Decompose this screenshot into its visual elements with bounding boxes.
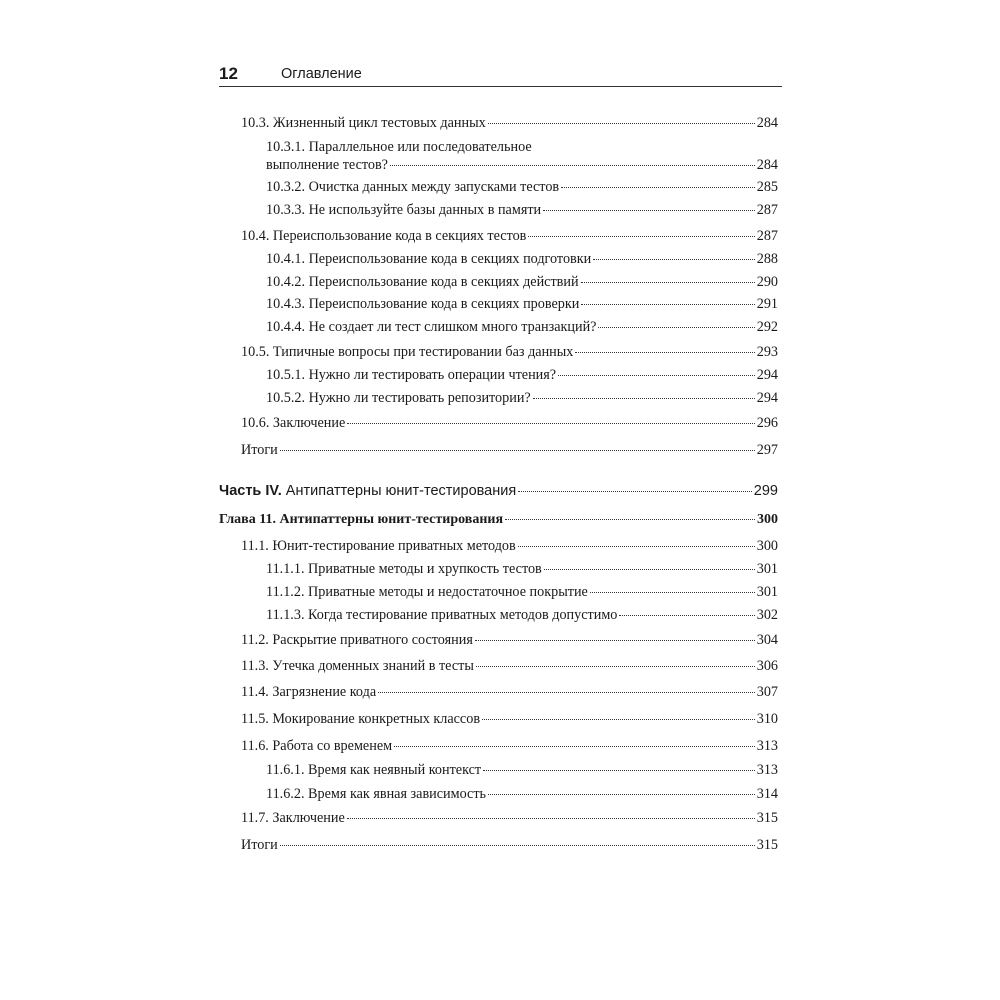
toc-entry-page: 294 [756,390,778,406]
toc-entry-title: 11.3. Утечка доменных знаний в тесты [241,658,474,674]
dot-leader [378,692,755,693]
dot-leader [280,450,755,451]
toc-entry-10-4-3[interactable] [266,295,778,313]
toc-entry-11-6-2[interactable] [266,785,778,803]
dot-leader [558,375,755,376]
toc-entry-title: 11.2. Раскрытие приватного состояния [241,632,473,648]
toc-entry-page: 284 [756,157,778,173]
dot-leader [475,640,755,641]
dot-leader [590,592,755,593]
toc-entry-title: 10.4.3. Переиспользование кода в секциях проверки [266,296,580,312]
toc-entry-page: 294 [756,367,778,383]
toc-entry-page: 299 [753,483,778,499]
dot-leader [394,746,755,747]
toc-entry-10-4[interactable] [241,227,778,245]
toc-chapter-11[interactable] [219,511,778,529]
toc-entry-page: 287 [756,202,778,218]
dot-leader [390,165,755,166]
toc-entry-page: 287 [756,228,778,244]
dot-leader [619,615,754,616]
toc-entry-11-5[interactable] [241,710,778,728]
dot-leader [593,259,754,260]
dot-leader [581,282,755,283]
toc-entry-11-2[interactable] [241,631,778,649]
dot-leader [505,519,755,520]
toc-entry-10-3-3[interactable] [266,201,778,219]
toc-entry-11-1-1[interactable] [266,560,778,578]
toc-entry-title: 11.5. Мокирование конкретных классов [241,711,481,727]
toc-entry-11-6-1[interactable] [266,761,778,779]
toc-entry-10-5[interactable] [241,343,778,361]
toc-entry-page: 288 [756,251,778,267]
toc-entry-page: 315 [756,810,778,826]
toc-entry-title: выполнение тестов? [266,157,388,173]
toc-entry-page: 293 [756,344,778,360]
toc-entry-11-1-3[interactable] [266,606,778,624]
toc-entry-page: 292 [756,319,778,335]
toc-entry-11-3[interactable] [241,657,778,675]
toc-entry-10-5-1[interactable] [266,366,778,384]
toc-entry-title: 11.1.1. Приватные методы и хрупкость тестов [266,561,542,577]
toc-entry-page: 314 [756,786,778,802]
toc-entry-11-1[interactable] [241,537,778,555]
toc-entry-title: Итоги [241,837,278,853]
toc-chapter-title: Глава 11. Антипаттерны юнит-тестирования [219,512,504,527]
toc-entry-page: 296 [756,415,778,431]
toc-entry-title: 11.7. Заключение [241,810,345,826]
toc-entry-page: 307 [756,684,778,700]
dot-leader [544,569,755,570]
toc-entry-itogi-11[interactable] [241,836,778,854]
toc-entry-10-4-4[interactable] [266,318,778,336]
toc-entry-page: 291 [756,296,778,312]
toc-entry-page: 300 [757,512,778,527]
dot-leader [561,187,755,188]
toc-entry-title: 11.1. Юнит-тестирование приватных методов [241,538,516,554]
dot-leader [581,304,754,305]
toc-entry-page: 304 [756,632,778,648]
toc-entry-page: 313 [756,738,778,754]
toc-entry-page: 297 [756,442,778,458]
toc-entry-title: 10.5.2. Нужно ли тестировать репозитории? [266,390,531,406]
toc-entry-itogi-10[interactable] [241,441,778,459]
toc-entry-title: 10.4. Переиспользование кода в секциях тестов [241,228,527,244]
toc-entry-title: 10.3.3. Не используйте базы данных в памяти [266,202,542,218]
running-title: Оглавление [281,66,362,82]
toc-entry-title: 10.3. Жизненный цикл тестовых данных [241,115,486,131]
toc-entry-10-6[interactable] [241,414,778,432]
toc-entry-title: 11.6. Работа со временем [241,738,393,754]
toc-entry-title: 11.1.3. Когда тестирование приватных методов допустимо [266,607,618,623]
toc-entry-title: 10.4.4. Не создает ли тест слишком много транзакций? [266,319,597,335]
toc-part-4[interactable] [219,482,778,500]
dot-leader [528,236,754,237]
toc-entry-title: 10.4.2. Переиспользование кода в секциях действий [266,274,579,290]
toc-entry-title: Итоги [241,442,278,458]
toc-entry-11-1-2[interactable] [266,583,778,601]
toc-entry-page: 285 [756,179,778,195]
toc-entry-title: 10.5.1. Нужно ли тестировать операции чтения? [266,367,557,383]
dot-leader [476,666,755,667]
toc-entry-11-6[interactable] [241,737,778,755]
dot-leader [518,546,755,547]
toc-entry-title: 11.4. Загрязнение кода [241,684,377,700]
toc-entry-page: 315 [756,837,778,853]
dot-leader [488,123,755,124]
part-label: Часть IV. [219,483,282,499]
toc-entry-page: 284 [756,115,778,131]
toc-entry-page: 306 [756,658,778,674]
toc-entry-10-3[interactable] [241,114,778,132]
toc-entry-title: 10.6. Заключение [241,415,346,431]
page-number: 12 [219,64,238,83]
toc-entry-title: 10.4.1. Переиспользование кода в секциях подготовки [266,251,592,267]
dot-leader [347,818,755,819]
toc-entry-page: 290 [756,274,778,290]
toc-entry-page: 313 [756,762,778,778]
dot-leader [543,210,755,211]
toc-entry-title: 10.5. Типичные вопросы при тестировании баз данных [241,344,574,360]
dot-leader [518,491,752,492]
toc-entry-title: 10.3.2. Очистка данных между запусками тестов [266,179,560,195]
toc-entry-title: 11.6.2. Время как явная зависимость [266,786,487,802]
dot-leader [483,770,755,771]
toc-entry-10-4-2[interactable] [266,273,778,291]
dot-leader [347,423,754,424]
part-name: Антипаттерны юнит-тестирования [285,483,517,499]
dot-leader [533,398,755,399]
dot-leader [280,845,755,846]
toc-entry-page: 301 [756,584,778,600]
dot-leader [598,327,754,328]
toc-part-title [219,482,516,500]
dot-leader [488,794,755,795]
toc-entry-page: 301 [756,561,778,577]
toc-entry-title: 11.1.2. Приватные методы и недостаточное покрытие [266,584,588,600]
toc-entry-11-4[interactable] [241,683,778,701]
toc-entry-10-5-2[interactable] [266,389,778,407]
toc-entry-page: 302 [756,607,778,623]
toc-entry-11-7[interactable] [241,809,778,827]
toc-entry-page: 300 [756,538,778,554]
dot-leader [482,719,755,720]
toc-entry-title: 11.6.1. Время как неявный контекст [266,762,482,778]
toc-entry-10-3-2[interactable] [266,178,778,196]
toc-entry-10-3-1-line1[interactable]: 10.3.1. Параллельное или последовательное [266,139,532,155]
toc-entry-page: 310 [756,711,778,727]
dot-leader [575,352,754,353]
toc-entry-10-3-1[interactable] [266,156,778,174]
toc-entry-10-4-1[interactable] [266,250,778,268]
